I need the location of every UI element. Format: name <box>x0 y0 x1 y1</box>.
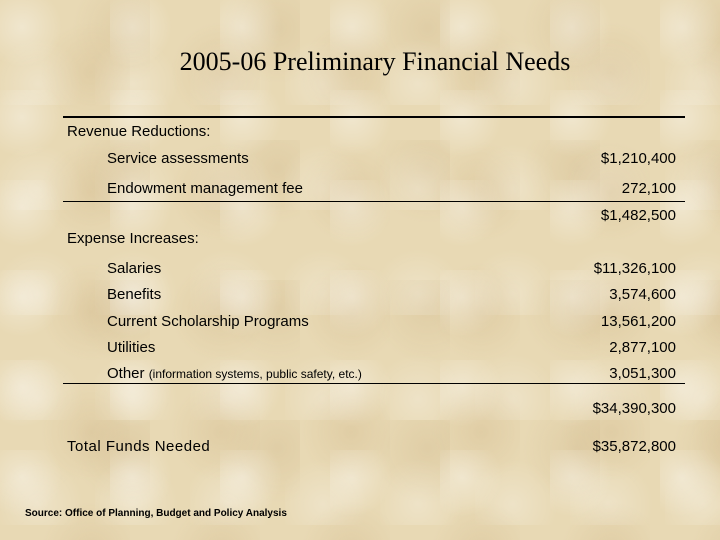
revenue-item-value: $1,210,400 <box>600 150 676 167</box>
revenue-subtotal-divider <box>63 201 685 202</box>
revenue-item-label: Service assessments <box>107 150 249 167</box>
expense-item-label: Other <box>107 365 145 382</box>
expense-item-label: Salaries <box>107 260 162 277</box>
expense-item-value: 3,051,300 <box>609 365 676 382</box>
expense-heading: Expense Increases: <box>67 230 199 247</box>
expense-item-value: 3,574,600 <box>609 286 676 303</box>
expense-item-value: 2,877,100 <box>609 339 676 356</box>
revenue-heading: Revenue Reductions: <box>67 123 211 140</box>
total-label: Total Funds Needed <box>67 438 211 455</box>
expense-item-detail: (information systems, public safety, etc.) <box>148 367 362 381</box>
total-value: $35,872,800 <box>592 438 676 455</box>
revenue-item-label: Endowment management fee <box>107 180 303 197</box>
expense-subtotal: $34,390,300 <box>592 400 676 417</box>
page-title: 2005-06 Preliminary Financial Needs <box>179 47 571 76</box>
expense-item-other <box>107 365 362 382</box>
expense-item-value: $11,326,100 <box>593 260 676 277</box>
expense-item-label: Benefits <box>107 286 162 303</box>
revenue-subtotal: $1,482,500 <box>600 207 676 224</box>
top-divider <box>63 116 685 118</box>
expense-item-label: Current Scholarship Programs <box>107 313 309 330</box>
expense-item-label: Utilities <box>107 339 156 356</box>
expense-subtotal-divider <box>63 383 685 384</box>
expense-item-value: 13,561,200 <box>600 313 676 330</box>
source-note: Source: Office of Planning, Budget and Policy Analysis <box>25 508 287 519</box>
revenue-item-value: 272,100 <box>621 180 676 197</box>
